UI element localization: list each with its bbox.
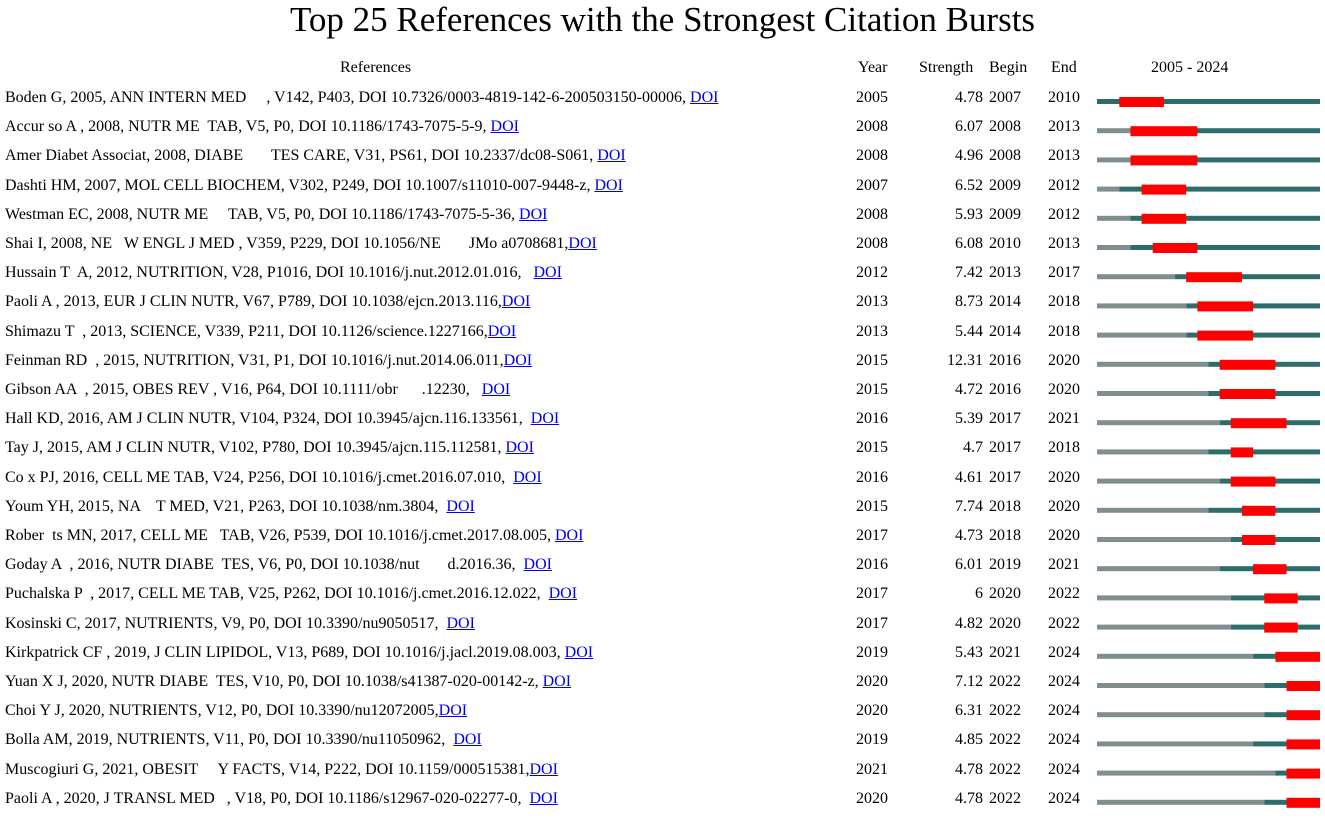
year-cell: 2017: [856, 527, 888, 544]
begin-cell: 2017: [989, 468, 1021, 486]
end-cell: 2020: [1048, 381, 1080, 398]
doi-link[interactable]: DOI: [548, 585, 578, 603]
chart-title: Top 25 References with the Strongest Citation Bursts: [289, 0, 1036, 39]
end-cell: 2024: [1048, 731, 1080, 749]
reference-text: Shimazu T , 2013, SCIENCE, V339, P211, DOI 10.1126/science.1227166,DOI: [5, 322, 517, 340]
reference-text: Hall KD, 2016, AM J CLIN NUTR, V104, P324, DOI 10.3945/ajcn.116.133561, DOI: [5, 410, 560, 428]
reference-text: Kosinski C, 2017, NUTRIENTS, V9, P0, DOI 10.3390/nu9050517, DOI: [5, 614, 475, 632]
timeline-before-publication: [1097, 391, 1209, 396]
end-cell: 2024: [1048, 789, 1080, 807]
burst-bar: [1231, 418, 1287, 428]
timeline-before-publication: [1097, 771, 1275, 776]
end-cell: 2022: [1048, 585, 1080, 603]
burst-bar: [1220, 360, 1276, 370]
reference-text: Co x PJ, 2016, CELL ME TAB, V24, P256, DOI 10.1016/j.cmet.2016.07.010, DOI: [5, 468, 542, 486]
doi-link[interactable]: DOI: [529, 760, 558, 778]
timeline-before-publication: [1097, 216, 1130, 221]
timeline-before-publication: [1097, 537, 1231, 542]
year-cell: 2013: [856, 322, 888, 340]
doi-link[interactable]: DOI: [529, 789, 558, 807]
strength-cell: 4.96: [955, 147, 983, 165]
begin-cell: 2020: [989, 585, 1021, 603]
strength-cell: 5.39: [955, 410, 983, 428]
begin-cell: 2020: [989, 614, 1021, 632]
doi-link[interactable]: DOI: [513, 468, 542, 486]
begin-cell: 2008: [989, 118, 1021, 136]
doi-link[interactable]: DOI: [481, 381, 511, 398]
reference-text: Youm YH, 2015, NA T MED, V21, P263, DOI 10.1038/nm.3804, DOI: [5, 497, 475, 515]
begin-cell: 2018: [989, 527, 1021, 544]
strength-cell: 4.78: [955, 789, 983, 807]
reference-text: Yuan X J, 2020, NUTR DIABE TES, V10, P0, DOI 10.1038/s41387-020-00142-z, DOI: [5, 673, 572, 690]
strength-cell: 4.7: [963, 439, 983, 457]
burst-bar: [1287, 710, 1320, 720]
doi-link[interactable]: DOI: [594, 176, 623, 194]
reference-text: Goday A , 2016, NUTR DIABE TES, V6, P0, DOI 10.1038/nut d.2016.36, DOI: [5, 556, 552, 574]
begin-cell: 2016: [989, 351, 1021, 369]
end-cell: 2020: [1048, 468, 1080, 486]
year-cell: 2008: [856, 147, 888, 165]
reference-text: Shai I, 2008, NE W ENGL J MED , V359, P229, DOI 10.1056/NE JMo a0708681,DOI: [5, 235, 597, 252]
year-cell: 2012: [856, 264, 888, 282]
doi-link[interactable]: DOI: [487, 322, 517, 340]
year-cell: 2019: [856, 643, 888, 661]
strength-cell: 4.85: [955, 731, 983, 749]
timeline-before-publication: [1097, 800, 1264, 805]
reference-text: Bolla AM, 2019, NUTRIENTS, V11, P0, DOI 10.3390/nu11050962, DOI: [5, 731, 482, 749]
burst-bar: [1264, 623, 1297, 633]
begin-cell: 2022: [989, 702, 1021, 720]
end-cell: 2018: [1048, 322, 1080, 340]
begin-cell: 2022: [989, 731, 1021, 749]
burst-bar: [1231, 447, 1253, 457]
timeline-before-publication: [1097, 333, 1186, 338]
year-cell: 2016: [856, 410, 888, 428]
doi-link[interactable]: DOI: [690, 89, 719, 106]
end-cell: 2013: [1048, 235, 1080, 252]
year-cell: 2019: [856, 731, 888, 749]
burst-bar: [1130, 126, 1197, 136]
timeline-before-publication: [1097, 128, 1130, 133]
end-cell: 2020: [1048, 497, 1080, 515]
burst-bar: [1142, 185, 1187, 195]
burst-bar: [1253, 564, 1286, 574]
end-cell: 2021: [1048, 410, 1080, 428]
burst-bar: [1119, 97, 1164, 107]
strength-cell: 4.78: [955, 760, 983, 778]
burst-bar: [1197, 301, 1253, 311]
strength-cell: 4.73: [955, 527, 983, 544]
header-begin: Begin: [989, 59, 1028, 76]
end-cell: 2017: [1048, 264, 1080, 282]
strength-cell: 8.73: [955, 293, 983, 311]
burst-bar: [1197, 331, 1253, 341]
burst-bar: [1242, 506, 1275, 516]
year-cell: 2020: [856, 673, 888, 690]
doi-link[interactable]: DOI: [523, 556, 552, 574]
begin-cell: 2016: [989, 381, 1021, 398]
timeline-before-publication: [1097, 508, 1209, 513]
burst-bar: [1220, 389, 1276, 399]
end-cell: 2018: [1048, 439, 1080, 457]
year-cell: 2013: [856, 293, 888, 311]
begin-cell: 2009: [989, 205, 1021, 223]
end-cell: 2024: [1048, 702, 1080, 720]
strength-cell: 4.61: [955, 468, 983, 486]
end-cell: 2012: [1048, 176, 1080, 194]
reference-text: Rober ts MN, 2017, CELL ME TAB, V26, P539, DOI 10.1016/j.cmet.2017.08.005, DOI: [5, 527, 584, 544]
doi-link[interactable]: DOI: [490, 118, 519, 136]
doi-link[interactable]: DOI: [519, 205, 548, 223]
timeline-active-span: [1209, 449, 1321, 454]
timeline-before-publication: [1097, 245, 1130, 250]
strength-cell: 6.01: [955, 556, 983, 574]
reference-text: Boden G, 2005, ANN INTERN MED , V142, P403, DOI 10.7326/0003-4819-142-6-200503150-00006, DOI: [5, 89, 719, 106]
begin-cell: 2017: [989, 410, 1021, 428]
year-cell: 2020: [856, 702, 888, 720]
timeline-before-publication: [1097, 479, 1220, 484]
reference-text: Kirkpatrick CF , 2019, J CLIN LIPIDOL, V13, P689, DOI 10.1016/j.jacl.2019.08.003, DOI: [5, 643, 594, 661]
doi-link[interactable]: DOI: [446, 497, 475, 515]
strength-cell: 7.74: [955, 497, 983, 515]
year-cell: 2007: [856, 176, 888, 194]
strength-cell: 6.08: [955, 235, 983, 252]
reference-text: Westman EC, 2008, NUTR ME TAB, V5, P0, DOI 10.1186/1743-7075-5-36, DOI: [5, 205, 548, 223]
begin-cell: 2021: [989, 643, 1021, 661]
reference-text: Puchalska P , 2017, CELL ME TAB, V25, P262, DOI 10.1016/j.cmet.2016.12.022, DOI: [5, 585, 578, 603]
doi-link[interactable]: DOI: [530, 410, 560, 428]
doi-link[interactable]: DOI: [597, 147, 626, 165]
year-cell: 2016: [856, 556, 888, 574]
year-cell: 2017: [856, 585, 888, 603]
burst-bar: [1130, 155, 1197, 165]
burst-bar: [1287, 769, 1320, 779]
doi-link[interactable]: DOI: [501, 293, 531, 311]
end-cell: 2018: [1048, 293, 1080, 311]
year-cell: 2016: [856, 468, 888, 486]
begin-cell: 2022: [989, 673, 1021, 690]
strength-cell: 5.44: [955, 322, 983, 340]
strength-cell: 4.72: [955, 381, 983, 398]
header-year: Year: [858, 59, 888, 76]
doi-link[interactable]: DOI: [542, 673, 572, 690]
burst-bar: [1287, 739, 1320, 749]
reference-text: Hussain T A, 2012, NUTRITION, V28, P1016, DOI 10.1016/j.nut.2012.01.016, DOI: [5, 264, 562, 282]
strength-cell: 6.52: [955, 176, 983, 194]
year-cell: 2008: [856, 205, 888, 223]
doi-link[interactable]: DOI: [568, 235, 597, 252]
strength-cell: 4.78: [955, 89, 983, 106]
begin-cell: 2008: [989, 147, 1021, 165]
timeline-before-publication: [1097, 712, 1264, 717]
burst-bar: [1275, 652, 1320, 662]
reference-text: Accur so A , 2008, NUTR ME TAB, V5, P0, DOI 10.1186/1743-7075-5-9, DOI: [5, 118, 519, 136]
begin-cell: 2019: [989, 556, 1021, 574]
begin-cell: 2018: [989, 497, 1021, 515]
year-cell: 2005: [856, 89, 888, 106]
begin-cell: 2017: [989, 439, 1021, 457]
burst-bar: [1264, 593, 1297, 603]
burst-bar: [1231, 477, 1276, 487]
timeline-before-publication: [1097, 625, 1231, 630]
begin-cell: 2022: [989, 760, 1021, 778]
timeline-before-publication: [1097, 274, 1175, 279]
strength-cell: 6: [975, 585, 983, 603]
year-cell: 2020: [856, 789, 888, 807]
timeline-before-publication: [1097, 741, 1253, 746]
doi-link[interactable]: DOI: [503, 351, 533, 369]
reference-text: Choi Y J, 2020, NUTRIENTS, V12, P0, DOI 10.3390/nu12072005,DOI: [5, 702, 468, 720]
strength-cell: 7.12: [955, 673, 983, 690]
strength-cell: 6.31: [955, 702, 983, 720]
timeline-before-publication: [1097, 420, 1220, 425]
reference-text: Amer Diabet Associat, 2008, DIABE TES CARE, V31, PS61, DOI 10.2337/dc08-S061, DOI: [5, 147, 626, 165]
doi-link[interactable]: DOI: [505, 439, 534, 457]
end-cell: 2012: [1048, 205, 1080, 223]
timeline-before-publication: [1097, 362, 1209, 367]
year-cell: 2008: [856, 118, 888, 136]
reference-text: Paoli A , 2013, EUR J CLIN NUTR, V67, P789, DOI 10.1038/ejcn.2013.116,DOI: [5, 293, 531, 311]
end-cell: 2024: [1048, 760, 1080, 778]
doi-link[interactable]: DOI: [446, 614, 475, 632]
end-cell: 2013: [1048, 147, 1080, 165]
timeline-before-publication: [1097, 303, 1186, 308]
reference-text: Tay J, 2015, AM J CLIN NUTR, V102, P780, DOI 10.3945/ajcn.115.112581, DOI: [5, 439, 534, 457]
end-cell: 2013: [1048, 118, 1080, 136]
reference-text: Feinman RD , 2015, NUTRITION, V31, P1, DOI 10.1016/j.nut.2014.06.011,DOI: [5, 351, 533, 369]
year-cell: 2015: [856, 439, 888, 457]
burst-bar: [1287, 681, 1320, 691]
strength-cell: 6.07: [955, 118, 983, 136]
strength-cell: 5.93: [955, 205, 983, 223]
begin-cell: 2010: [989, 235, 1021, 252]
year-cell: 2021: [856, 760, 888, 778]
strength-cell: 4.82: [955, 614, 983, 632]
end-cell: 2010: [1048, 89, 1080, 106]
timeline-before-publication: [1097, 187, 1119, 192]
begin-cell: 2022: [989, 789, 1021, 807]
timeline-before-publication: [1097, 654, 1253, 659]
reference-text: Paoli A , 2020, J TRANSL MED , V18, P0, DOI 10.1186/s12967-020-02277-0, DOI: [5, 789, 558, 807]
year-cell: 2015: [856, 381, 888, 398]
year-cell: 2017: [856, 614, 888, 632]
burst-bar: [1186, 272, 1242, 282]
timeline-before-publication: [1097, 157, 1130, 162]
year-cell: 2008: [856, 235, 888, 252]
end-cell: 2020: [1048, 527, 1080, 544]
doi-link[interactable]: DOI: [533, 264, 562, 282]
end-cell: 2024: [1048, 673, 1080, 690]
timeline-before-publication: [1097, 595, 1231, 600]
burst-bar: [1242, 535, 1275, 545]
year-cell: 2015: [856, 497, 888, 515]
year-cell: 2015: [856, 351, 888, 369]
end-cell: 2021: [1048, 556, 1080, 574]
doi-link[interactable]: DOI: [438, 702, 468, 720]
doi-link[interactable]: DOI: [554, 527, 584, 544]
begin-cell: 2007: [989, 89, 1021, 106]
end-cell: 2020: [1048, 351, 1080, 369]
header-strength: Strength: [919, 59, 974, 76]
burst-bar: [1287, 798, 1320, 808]
strength-cell: 7.42: [955, 264, 983, 282]
burst-bar: [1153, 243, 1198, 253]
header-timeline: 2005 - 2024: [1151, 59, 1229, 76]
begin-cell: 2013: [989, 264, 1021, 282]
strength-cell: 12.31: [947, 351, 983, 369]
begin-cell: 2014: [989, 322, 1021, 340]
timeline-before-publication: [1097, 566, 1220, 571]
begin-cell: 2009: [989, 176, 1021, 194]
begin-cell: 2014: [989, 293, 1021, 311]
burst-bar: [1142, 214, 1187, 224]
reference-text: Gibson AA , 2015, OBES REV , V16, P64, DOI 10.1111/obr .12230, DOI: [5, 381, 511, 398]
end-cell: 2024: [1048, 643, 1080, 661]
timeline-before-publication: [1097, 449, 1209, 454]
reference-text: Muscogiuri G, 2021, OBESIT Y FACTS, V14, P222, DOI 10.1159/000515381,DOI: [5, 760, 558, 778]
reference-text: Dashti HM, 2007, MOL CELL BIOCHEM, V302, P249, DOI 10.1007/s11010-007-9448-z, DOI: [5, 176, 623, 194]
strength-cell: 5.43: [955, 643, 983, 661]
header-end: End: [1051, 59, 1077, 76]
doi-link[interactable]: DOI: [564, 643, 594, 661]
timeline-before-publication: [1097, 683, 1264, 688]
doi-link[interactable]: DOI: [453, 731, 482, 749]
end-cell: 2022: [1048, 614, 1080, 632]
header-references: References: [340, 59, 412, 76]
